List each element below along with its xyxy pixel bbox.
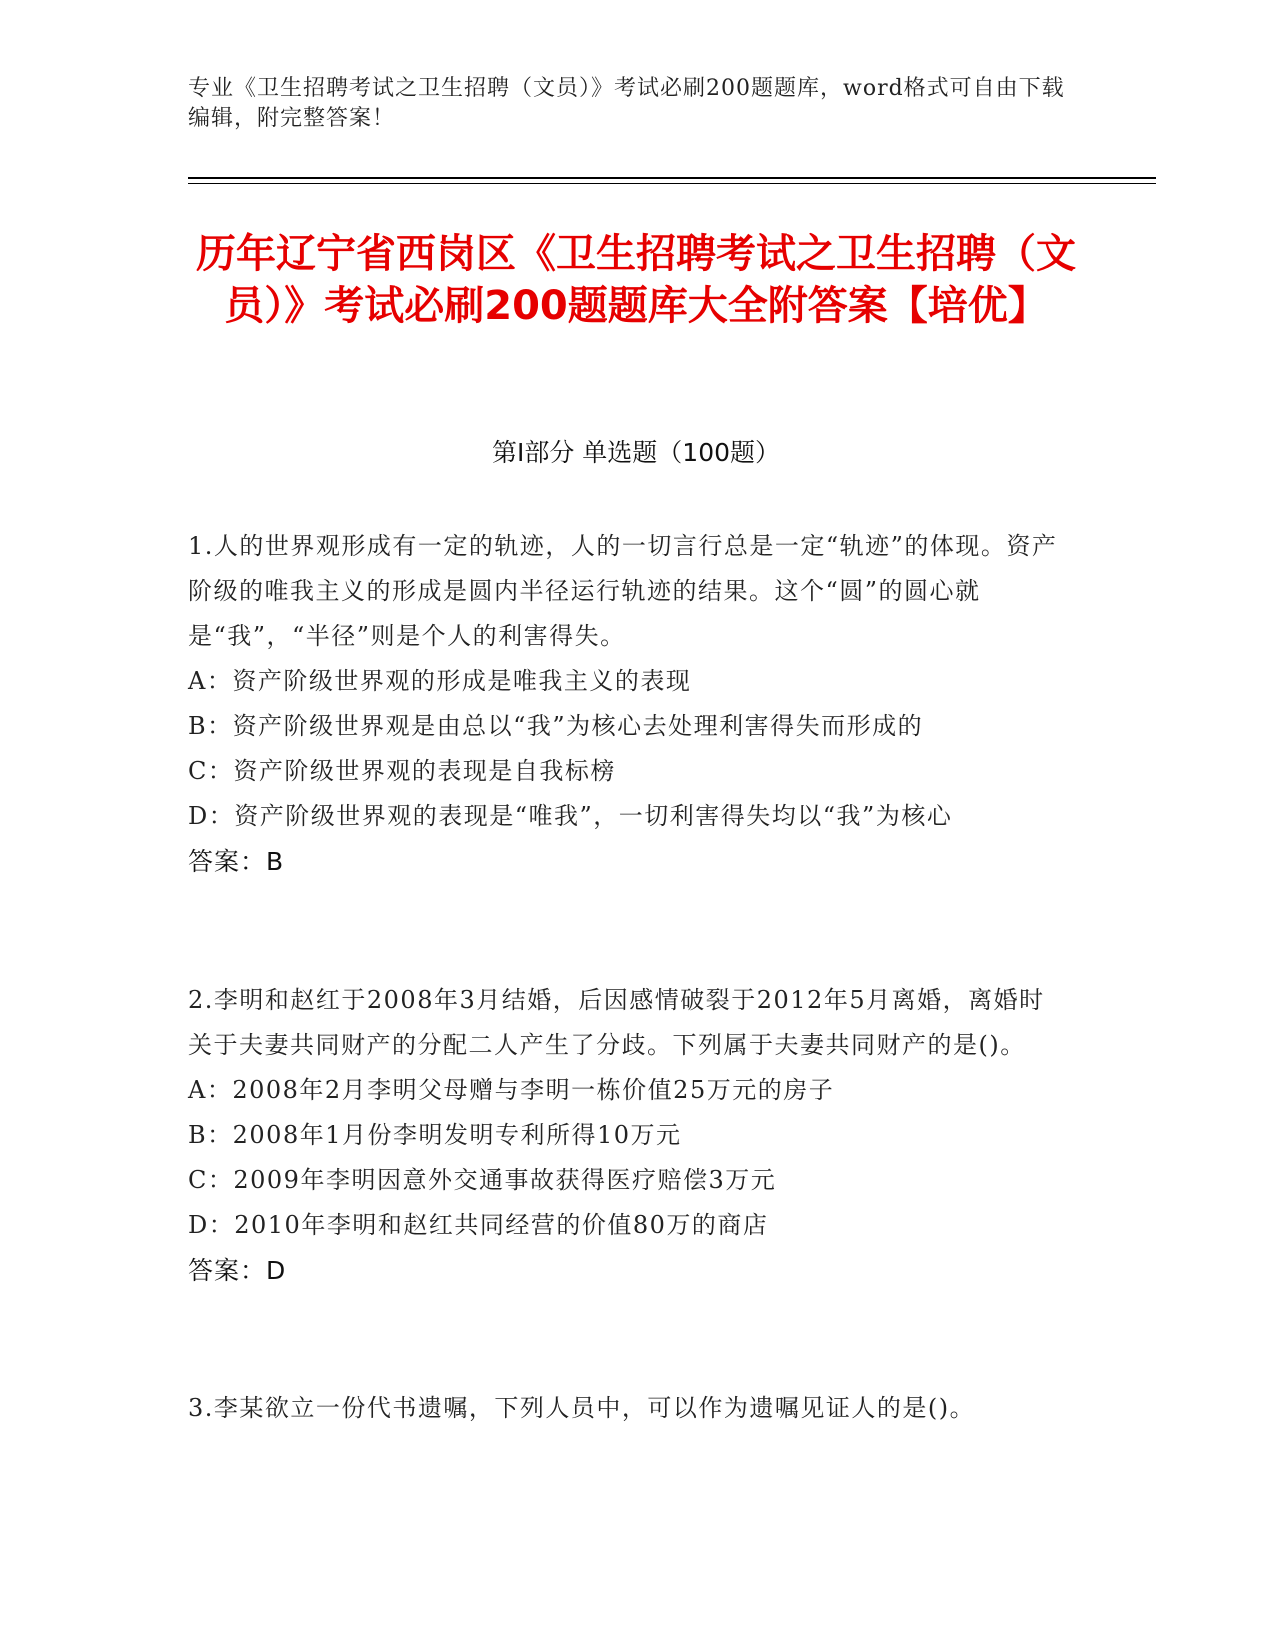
document-title: 历年辽宁省西岗区《卫生招聘考试之卫生招聘（文员）》考试必刷200题题库大全附答案【培优】 (196, 231, 1076, 329)
option-d: D：资产阶级世界观的表现是“唯我”，一切利害得失均以“我”为核心 (188, 802, 953, 830)
option-b: B：2008年1月份李明发明专利所得10万元 (188, 1121, 682, 1149)
answer: 答案：D (188, 1256, 287, 1285)
section-heading: 第Ⅰ部分 单选题（100题） (491, 438, 781, 467)
question-1 (188, 524, 1068, 884)
option-c: C：资产阶级世界观的表现是自我标榜 (188, 757, 616, 785)
question-stem: 2.李明和赵红于2008年3月结婚，后因感情破裂于2012年5月离婚，离婚时关于夫妻共同财产的分配二人产生了分歧。下列属于夫妻共同财产的是()。 (188, 986, 1045, 1059)
question-stem: 1.人的世界观形成有一定的轨迹，人的一切言行总是一定“轨迹”的体现。资产阶级的唯我主义的形成是圆内半径运行轨迹的结果。这个“圆”的圆心就是“我”，“半径”则是个人的利害得失。 (188, 532, 1058, 650)
question-2 (188, 978, 1068, 1293)
answer: 答案：B (188, 847, 285, 876)
option-a: A：2008年2月李明父母赠与李明一栋价值25万元的房子 (188, 1076, 835, 1104)
option-c: C：2009年李明因意外交通事故获得医疗赔偿3万元 (188, 1166, 777, 1194)
option-b: B：资产阶级世界观是由总以“我”为核心去处理利害得失而形成的 (188, 712, 924, 740)
question-stem: 3.李某欲立一份代书遗嘱，下列人员中，可以作为遗嘱见证人的是()。 (188, 1394, 976, 1422)
header-note: 专业《卫生招聘考试之卫生招聘（文员）》考试必刷200题题库，word格式可自由下载编辑，附完整答案！ (188, 76, 1065, 131)
header-divider-thin (188, 183, 1156, 184)
option-d: D：2010年李明和赵红共同经营的价值80万的商店 (188, 1211, 769, 1239)
option-a: A：资产阶级世界观的形成是唯我主义的表现 (188, 667, 692, 695)
header-divider-thick (188, 177, 1156, 179)
question-3 (188, 1386, 1068, 1431)
